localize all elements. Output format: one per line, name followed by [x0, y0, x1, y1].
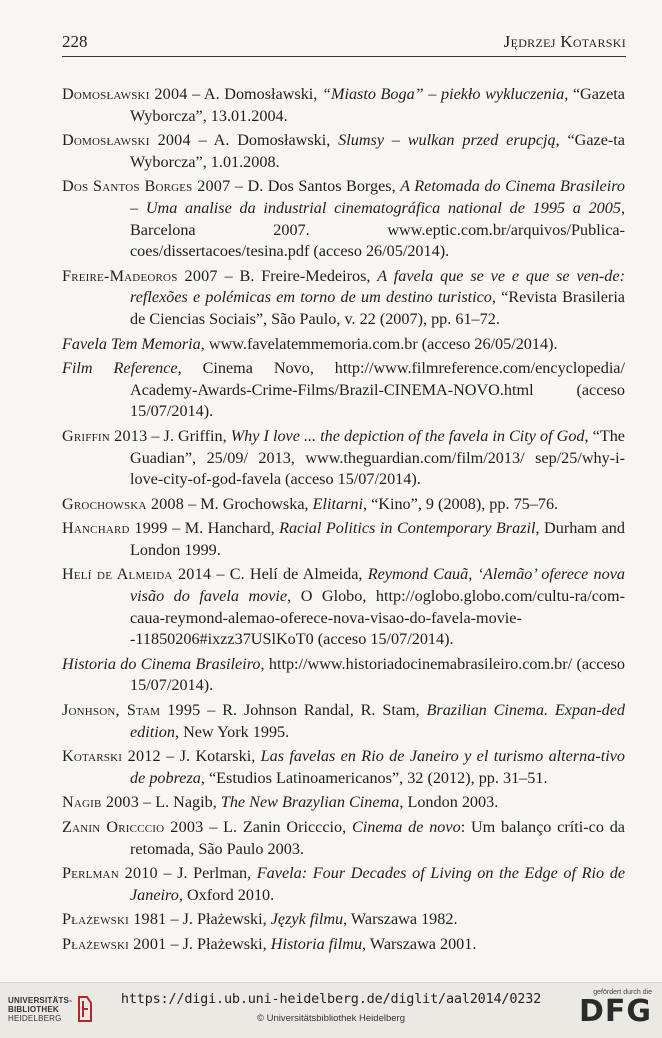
header-rule [62, 56, 626, 57]
entry-text: – L. Nagib, [139, 793, 221, 812]
library-name-line1: UNIVERSITÄTS- [8, 995, 72, 1005]
entry-title: A Retomada do Cinema Brasileiro – Uma analise da industrial cinematográfica national de 1995 a 2005 [130, 177, 625, 217]
entry-details: , Cinema Novo, http://www.filmreference.com/encyclopedia/ Academy-Awards-Crime-Films/Brazil-CINEMA-NOVO.html (acceso 15/07/2014). [130, 359, 625, 421]
entry-text: – D. Dos Santos Borges, [230, 177, 401, 196]
bibliography-entry [62, 863, 625, 906]
bibliography-entry [62, 817, 625, 860]
entry-details: , “Estudios Latinoamericanos”, 32 (2012), pp. 31–51. [200, 768, 548, 787]
dfg-logo [579, 989, 652, 1027]
funded-by-label: gefördert durch die [593, 989, 652, 996]
entry-key: Domosławski 2004 [62, 85, 188, 103]
entry-details: , “Kino”, 9 (2008), pp. 75–76. [362, 494, 559, 513]
entry-details: , Durham and London 1999. [130, 519, 625, 559]
entry-details: , “Revista Brasileria de Ciencias Sociais”, São Paulo, v. 22 (2007), pp. 61–72. [130, 288, 625, 328]
entry-title: Favela: Four Decades of Living on the Edge of Rio de Janeiro [130, 864, 625, 904]
copyright-notice: © Universitätsbibliothek Heidelberg [257, 1013, 405, 1024]
entry-title: Język filmu [270, 910, 344, 929]
entry-title: A favela que se ve e que se ven-de: reflexões e polémicas em torno de um destino turistico [130, 266, 625, 307]
bibliography-entry [62, 266, 625, 331]
bibliography-entry [62, 518, 625, 561]
entry-key: Płażewski 1981 [62, 910, 167, 929]
entry-details: , London 2003. [399, 793, 499, 812]
entry-text: – J. Griffin, [147, 426, 231, 445]
bibliography-entry [62, 358, 625, 423]
entry-title: “Miasto Boga” – piekło wykluczenia [321, 85, 565, 103]
library-name-line3: HEIDELBERG [8, 1013, 62, 1023]
page-number: 228 [62, 32, 88, 51]
bibliography-entry [62, 334, 625, 356]
entry-key: Helí de Almeida 2014 [62, 565, 212, 584]
entry-key: Zanin Oricccio 2003 [62, 818, 204, 836]
entry-details: , Warszawa 1982. [343, 910, 458, 929]
permalink-url[interactable]: https://digi.ub.uni-heidelberg.de/diglit/aal2014/0232 [120, 991, 542, 1007]
entry-title: Historia filmu [270, 934, 363, 953]
bibliography-entry [62, 792, 625, 814]
entry-details: : Um balanço críti-co da retomada, São Paulo 2003. [130, 818, 625, 858]
bibliography-entry [62, 746, 625, 789]
entry-title: Historia do Cinema Brasileiro [62, 654, 261, 673]
entry-title: Why I love ... the depiction of the favela in City of God [230, 426, 585, 445]
entry-details: , O Globo, http://oglobo.globo.com/cultu-ra/com-caua-reymond-alemao-oferece-nova-visao-do-favela-movie--11850206#ixzz37USlKoT0 (acceso 15/07/2014). [130, 587, 625, 649]
bibliography-entry [62, 934, 625, 956]
entry-key: Płażewski 2001 [62, 934, 167, 953]
entry-key: Jonhson, Stam 1995 [62, 701, 201, 720]
entry-text: – J. Płażewski, [166, 910, 271, 929]
entry-details: , Warszawa 2001. [362, 934, 477, 953]
bibliography-entry [62, 494, 625, 516]
entry-title: Reymond Cauã, ‘Alemão’ oferece nova visão do favela movie [130, 565, 625, 606]
entry-details: , Barcelona 2007. www.eptic.com.br/arquivos/Publica-coes/dissertacoes/tesina.pdf (acceso 26/05/2014). [130, 198, 625, 261]
entry-key: Grochowska 2008 [62, 494, 185, 513]
bibliography-entry [62, 130, 625, 173]
entry-details: , “The Guadian”, 25/09/ 2013, www.theguardian.com/film/2013/ sep/25/why-i-love-city-of-god-favela (acceso 15/07/2014). [130, 426, 625, 489]
entry-details: , “Gazeta Wyborcza”, 13.01.2004. [130, 85, 625, 125]
bibliography-entry [62, 564, 625, 650]
entry-key: Freire-Madeoros 2007 [62, 266, 218, 285]
entry-key: Hanchard 1999 [62, 519, 168, 538]
entry-key: Dos Santos Borges 2007 [62, 177, 231, 196]
entry-details: , Oxford 2010. [178, 885, 275, 904]
entry-text: – R. Johnson Randal, R. Stam, [200, 701, 427, 720]
running-author: Jędrzej Kotarski [503, 32, 626, 51]
entry-text: – J. Perlman, [157, 864, 257, 883]
bibliography-entry [62, 909, 625, 931]
entry-details: , http://www.historiadocinemabrasileiro.com.br/ (acceso 15/07/2014). [130, 654, 625, 695]
entry-title: The New Brazylian Cinema [220, 793, 400, 812]
entry-details: , “Gaze-ta Wyborcza”, 1.01.2008. [130, 131, 625, 171]
entry-text: – L. Zanin Oricccio, [203, 818, 352, 836]
entry-title: Slumsy – wulkan przed erupcją [338, 131, 556, 150]
entry-key: Nagib 2003 [62, 793, 139, 812]
library-name-line2: BIBLIOTHEK [8, 1004, 59, 1014]
entry-details: , www.favelatemmemoria.com.br (acceso 26/05/2014). [200, 334, 558, 353]
bibliography-list [62, 84, 625, 959]
bibliography-entry [62, 700, 625, 743]
entry-key: Griffin 2013 [62, 426, 148, 445]
entry-text: – C. Helí de Almeida, [211, 565, 368, 584]
entry-key: Domosławski 2004 [62, 131, 191, 150]
bibliography-entry [62, 654, 625, 697]
entry-key: Kotarski 2012 [62, 747, 161, 766]
entry-title: Las favelas en Rio de Janeiro y el turismo alterna-tivo de pobreza [130, 747, 625, 787]
entry-text: – M. Grochowska, [184, 494, 313, 513]
footer-bar [0, 982, 662, 1038]
bibliography-entry [62, 176, 625, 262]
entry-text: – A. Domosławski, [187, 85, 322, 103]
entry-title: Elitarni [312, 494, 363, 513]
entry-title: Cinema de novo [351, 818, 461, 836]
entry-text: – M. Hanchard, [167, 519, 280, 538]
entry-title: Racial Politics in Contemporary Brazil [279, 519, 536, 538]
entry-text: – A. Domosławski, [190, 131, 339, 150]
entry-title: Film Reference [62, 359, 178, 378]
running-header [62, 32, 626, 52]
entry-title: Favela Tem Memoria [62, 334, 201, 353]
entry-key: Perlman 2010 [62, 864, 158, 883]
entry-text: – B. Freire-Medeiros, [217, 266, 378, 285]
dfg-wordmark: DFG [578, 994, 652, 1029]
entry-title: Brazilian Cinema. Expan-ded edition [130, 701, 625, 741]
entry-text: – J. Kotarski, [160, 747, 261, 766]
bibliography-entry [62, 426, 625, 491]
entry-details: , New York 1995. [174, 722, 290, 741]
bibliography-entry [62, 84, 625, 127]
entry-text: – J. Płażewski, [166, 934, 271, 953]
